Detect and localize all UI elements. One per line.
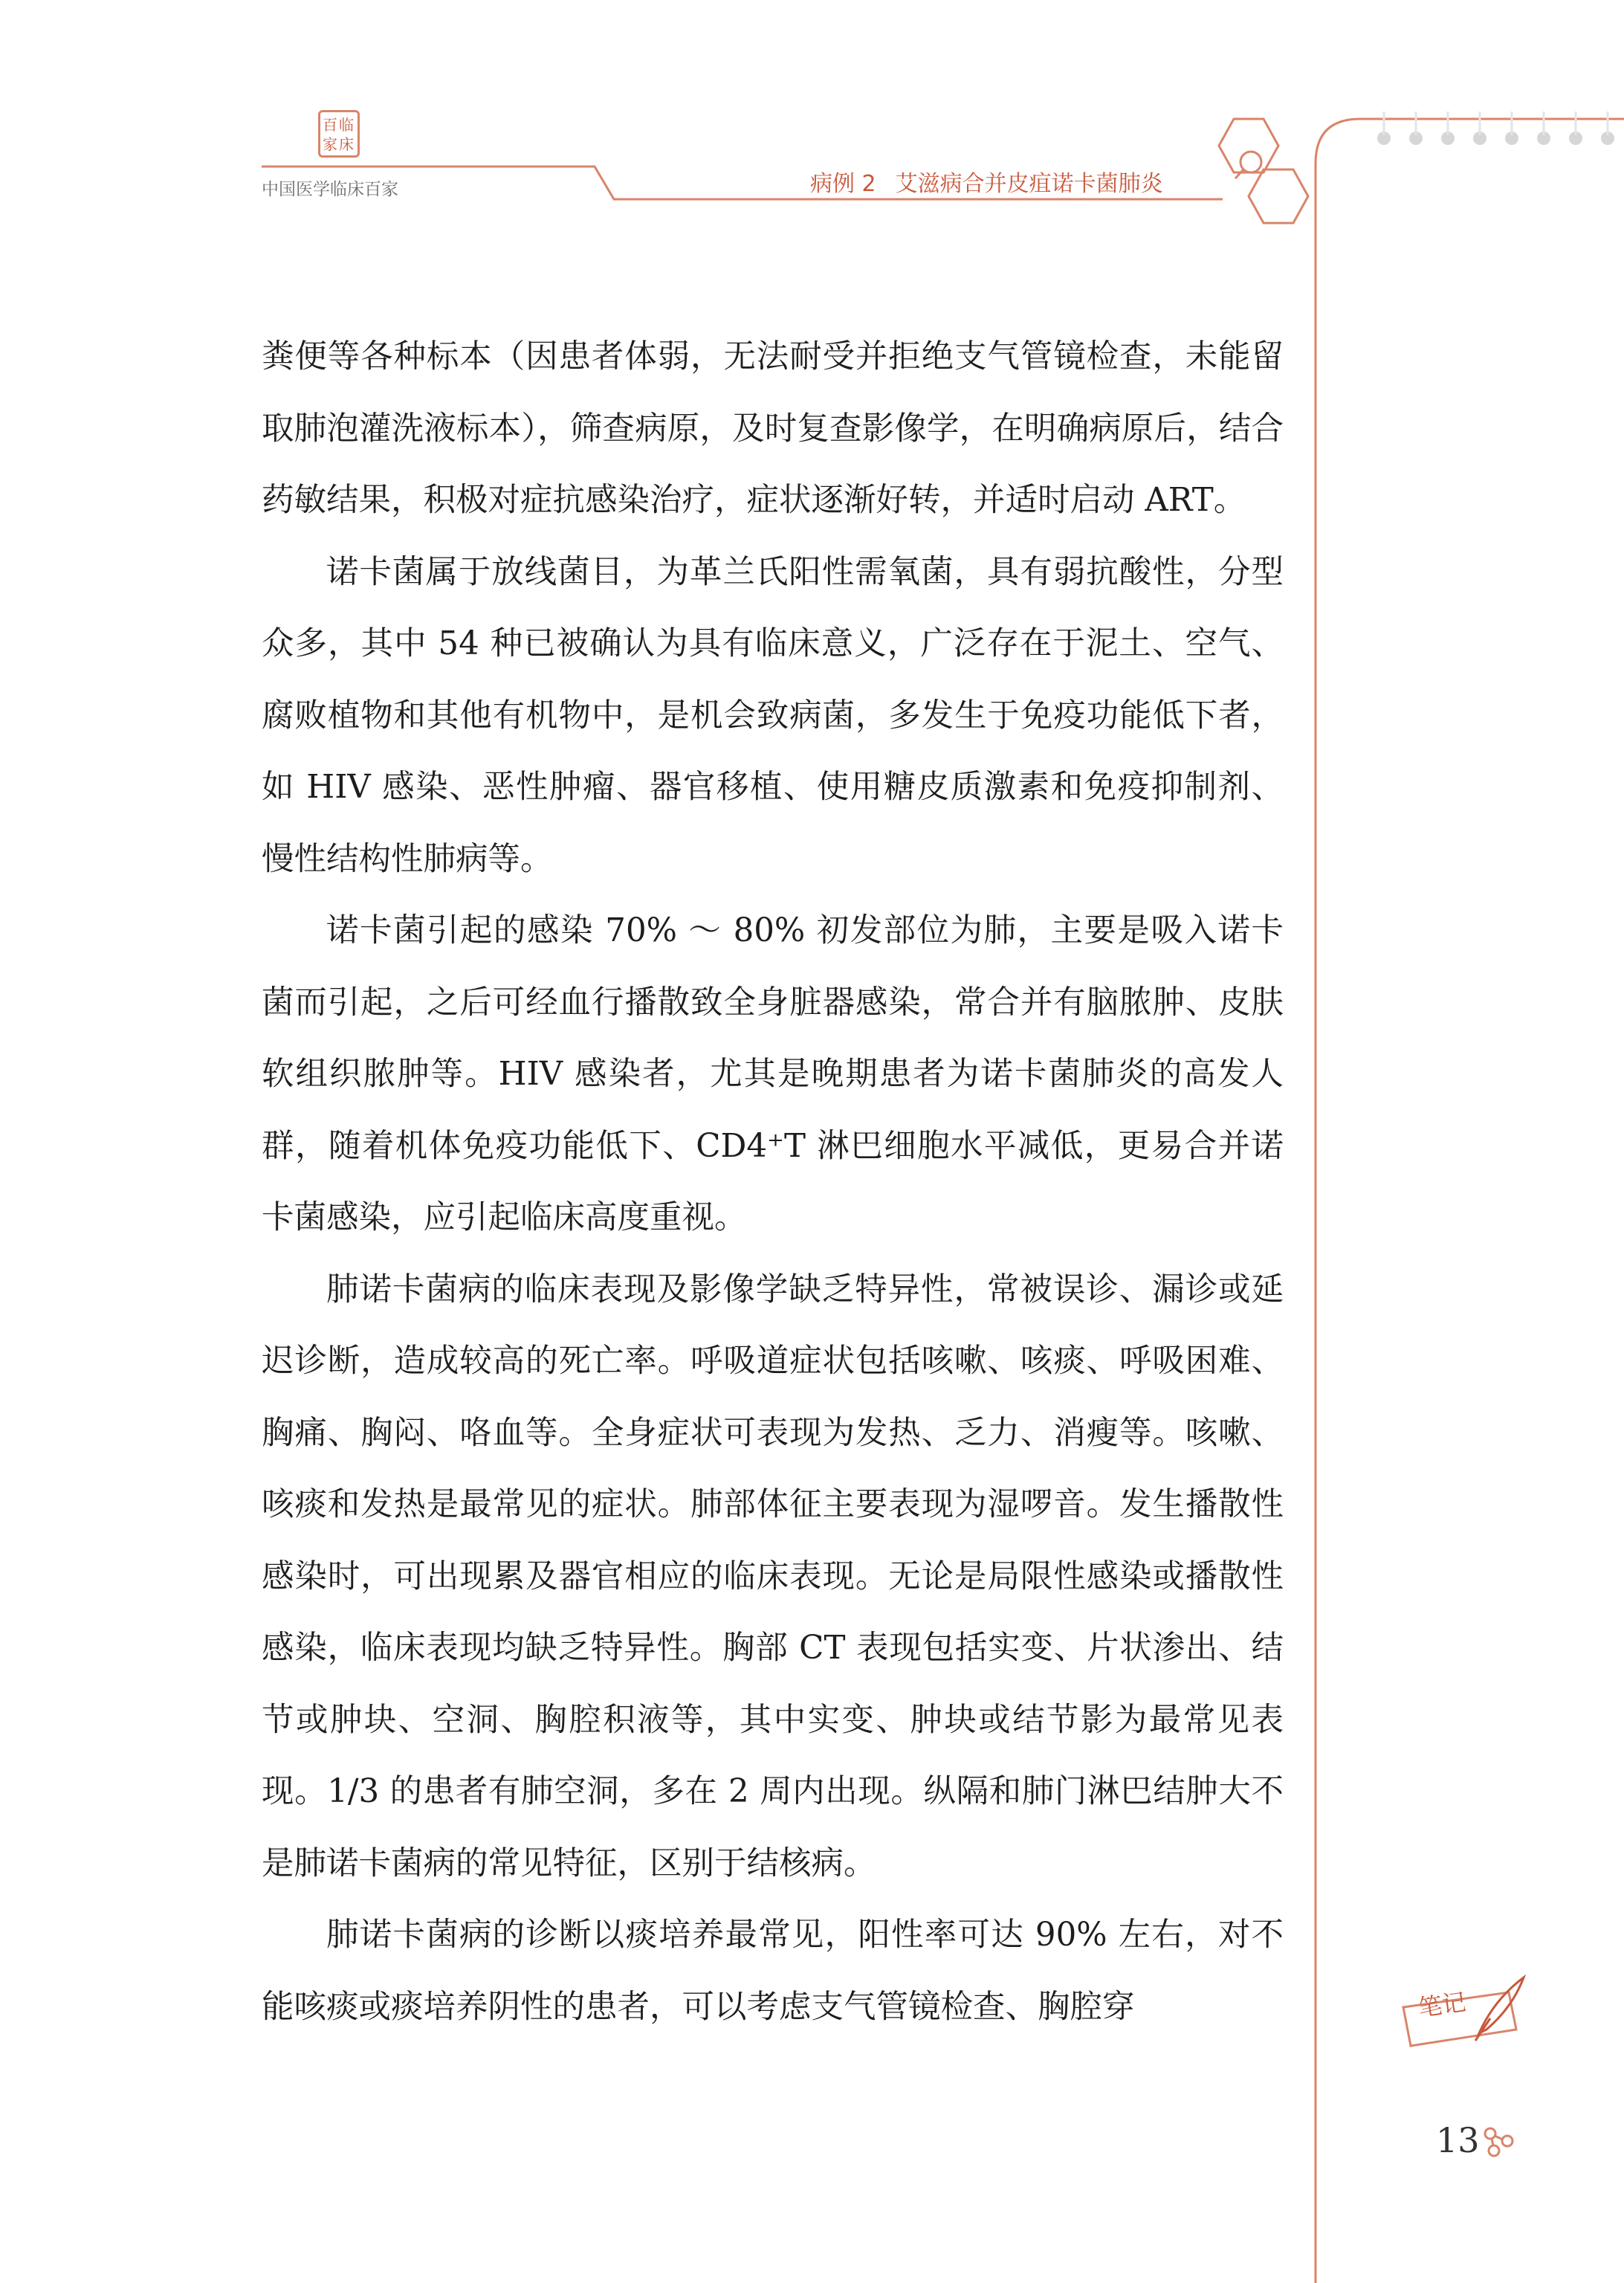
- logo-text: 百临家床: [323, 116, 355, 153]
- binder-rings: [1377, 132, 1614, 145]
- chapter-title: [810, 165, 1163, 198]
- case-title: 艾滋病合并皮疽诺卡菌肺炎: [895, 171, 1163, 197]
- notes-badge-label: 笔记: [1416, 1987, 1468, 2023]
- molecule-ornament-icon: [1485, 2128, 1513, 2156]
- page-number: 13: [1436, 2120, 1480, 2160]
- publisher-logo: [318, 110, 360, 158]
- paragraph: 诺卡菌引起的感染 70% ～ 80% 初发部位为肺，主要是吸入诺卡菌而引起，之后可经血行播散致全身脏器感染，常合并有脑脓肿、皮肤软组织脓肿等。HIV 感染者，尤其是晚期患者为诺卡菌肺炎的高发人群，随着机体免疫功能低下、CD4⁺T 淋巴细胞水平减低，更易合并诺卡菌感染，应引起临床高度重视。: [262, 912, 1284, 1236]
- book-title: 中国医学临床百家: [262, 180, 398, 199]
- paragraph: 肺诺卡菌病的诊断以痰培养最常见，阳性率可达 90% 左右，对不能咳痰或痰培养阴性的患者，可以考虑支气管镜检查、胸腔穿: [262, 1917, 1284, 2026]
- margin-border: [1316, 119, 1624, 2283]
- case-label: 病例 2: [810, 171, 876, 197]
- paragraph: 粪便等各种标本（因患者体弱，无法耐受并拒绝支气管镜检查，未能留取肺泡灌洗液标本），筛查病原，及时复查影像学，在明确病原后，结合药敏结果，积极对症抗感染治疗，症状逐渐好转，并适时启动 ART。: [262, 338, 1284, 519]
- body-text: [262, 321, 1284, 2043]
- hexagon-ornament-icon: [1219, 119, 1308, 223]
- paragraph: 诺卡菌属于放线菌目，为革兰氏阳性需氧菌，具有弱抗酸性，分型众多，其中 54 种已被确认为具有临床意义，广泛存在于泥土、空气、腐败植物和其他有机物中，是机会致病菌，多发生于免疫功能低下者，如 HIV 感染、恶性肿瘤、器官移植、使用糖皮质激素和免疫抑制剂、慢性结构性肺病等。: [262, 553, 1284, 878]
- paragraph: 肺诺卡菌病的临床表现及影像学缺乏特异性，常被误诊、漏诊或延迟诊断，造成较高的死亡率。呼吸道症状包括咳嗽、咳痰、呼吸困难、胸痛、胸闷、咯血等。全身症状可表现为发热、乏力、消瘦等。咳嗽、咳痰和发热是最常见的症状。肺部体征主要表现为湿啰音。发生播散性感染时，可出现累及器官相应的临床表现。无论是局限性感染或播散性感染，临床表现均缺乏特异性。胸部 CT 表现包括实变、片状渗出、结节或肿块、空洞、胸腔积液等，其中实变、肿块或结节影为最常见表现。1/3 的患者有肺空洞，多在 2 周内出现。纵隔和肺门淋巴结肿大不是肺诺卡菌病的常见特征，区别于结核病。: [262, 1270, 1284, 1882]
